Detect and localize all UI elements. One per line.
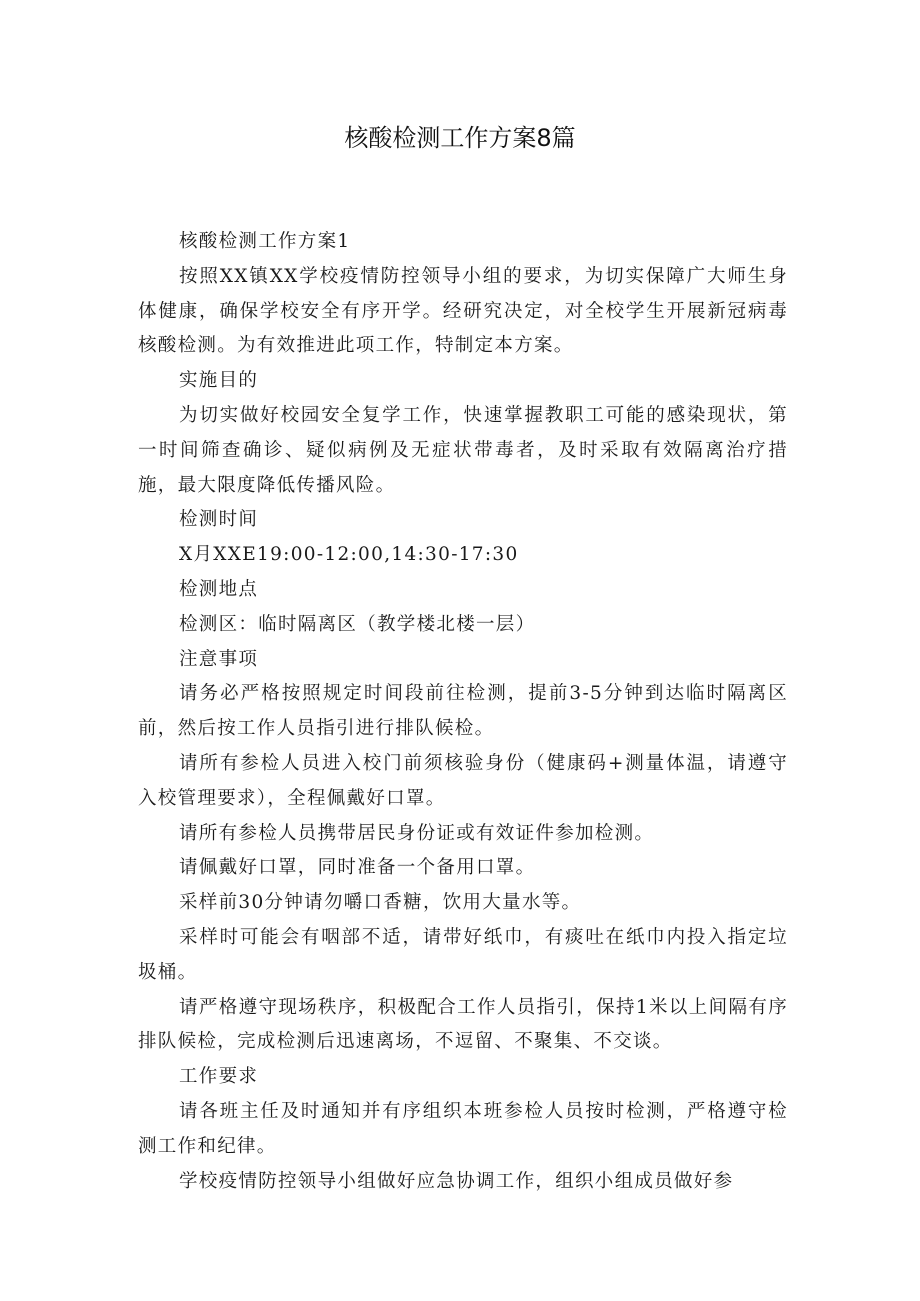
paragraph-note-1: 请务必严格按照规定时间段前往检测，提前3-5分钟到达临时隔离区前，然后按工作人员指引进行排队候检。	[138, 683, 788, 740]
section-heading-location: 检测地点	[179, 578, 259, 600]
paragraph-note-2: 请所有参检人员进入校门前须核验身份（健康码+测量体温，请遵守入校管理要求），全程佩戴好口罩。	[138, 752, 788, 809]
document-body	[138, 225, 788, 1199]
paragraph-note-4: 请佩戴好口罩，同时准备一个备用口罩。	[179, 857, 536, 879]
paragraph-location: 检测区：临时隔离区（教学楼北楼一层）	[179, 613, 536, 635]
document-title: 核酸检测工作方案8篇	[344, 124, 576, 152]
paragraph-time: X月XXE19:00-12:00,14:30-17:30	[179, 544, 519, 566]
paragraph-requirement-1: 请各班主任及时通知并有序组织本班参检人员按时检测，严格遵守检测工作和纪律。	[138, 1100, 788, 1157]
section-heading-requirements: 工作要求	[179, 1066, 259, 1088]
paragraph-note-3: 请所有参检人员携带居民身份证或有效证件参加检测。	[179, 822, 655, 844]
paragraph-note-7: 请严格遵守现场秩序，积极配合工作人员指引，保持1米以上间隔有序排队候检，完成检测后迅速离场，不逗留、不聚集、不交谈。	[138, 996, 788, 1053]
paragraph-note-6: 采样时可能会有咽部不适，请带好纸巾，有痰吐在纸巾内投入指定垃圾桶。	[138, 926, 788, 983]
paragraph-intro: 按照XX镇XX学校疫情防控领导小组的要求，为切实保障广大师生身体健康，确保学校安全有序开学。经研究决定，对全校学生开展新冠病毒核酸检测。为有效推进此项工作，特制定本方案。	[138, 265, 788, 357]
section-heading-purpose: 实施目的	[179, 370, 259, 392]
section-heading-time: 检测时间	[179, 509, 259, 531]
paragraph-requirement-2: 学校疫情防控领导小组做好应急协调工作，组织小组成员做好参	[179, 1170, 734, 1192]
paragraph-heading-plan-1: 核酸检测工作方案1	[179, 231, 351, 252]
paragraph-note-5: 采样前30分钟请勿嚼口香糖，饮用大量水等。	[179, 892, 582, 914]
section-heading-notes: 注意事项	[179, 648, 259, 670]
paragraph-purpose: 为切实做好校园安全复学工作，快速掌握教职工可能的感染现状，第一时间筛查确诊、疑似病例及无症状带毒者，及时采取有效隔离治疗措施，最大限度降低传播风险。	[138, 404, 788, 496]
